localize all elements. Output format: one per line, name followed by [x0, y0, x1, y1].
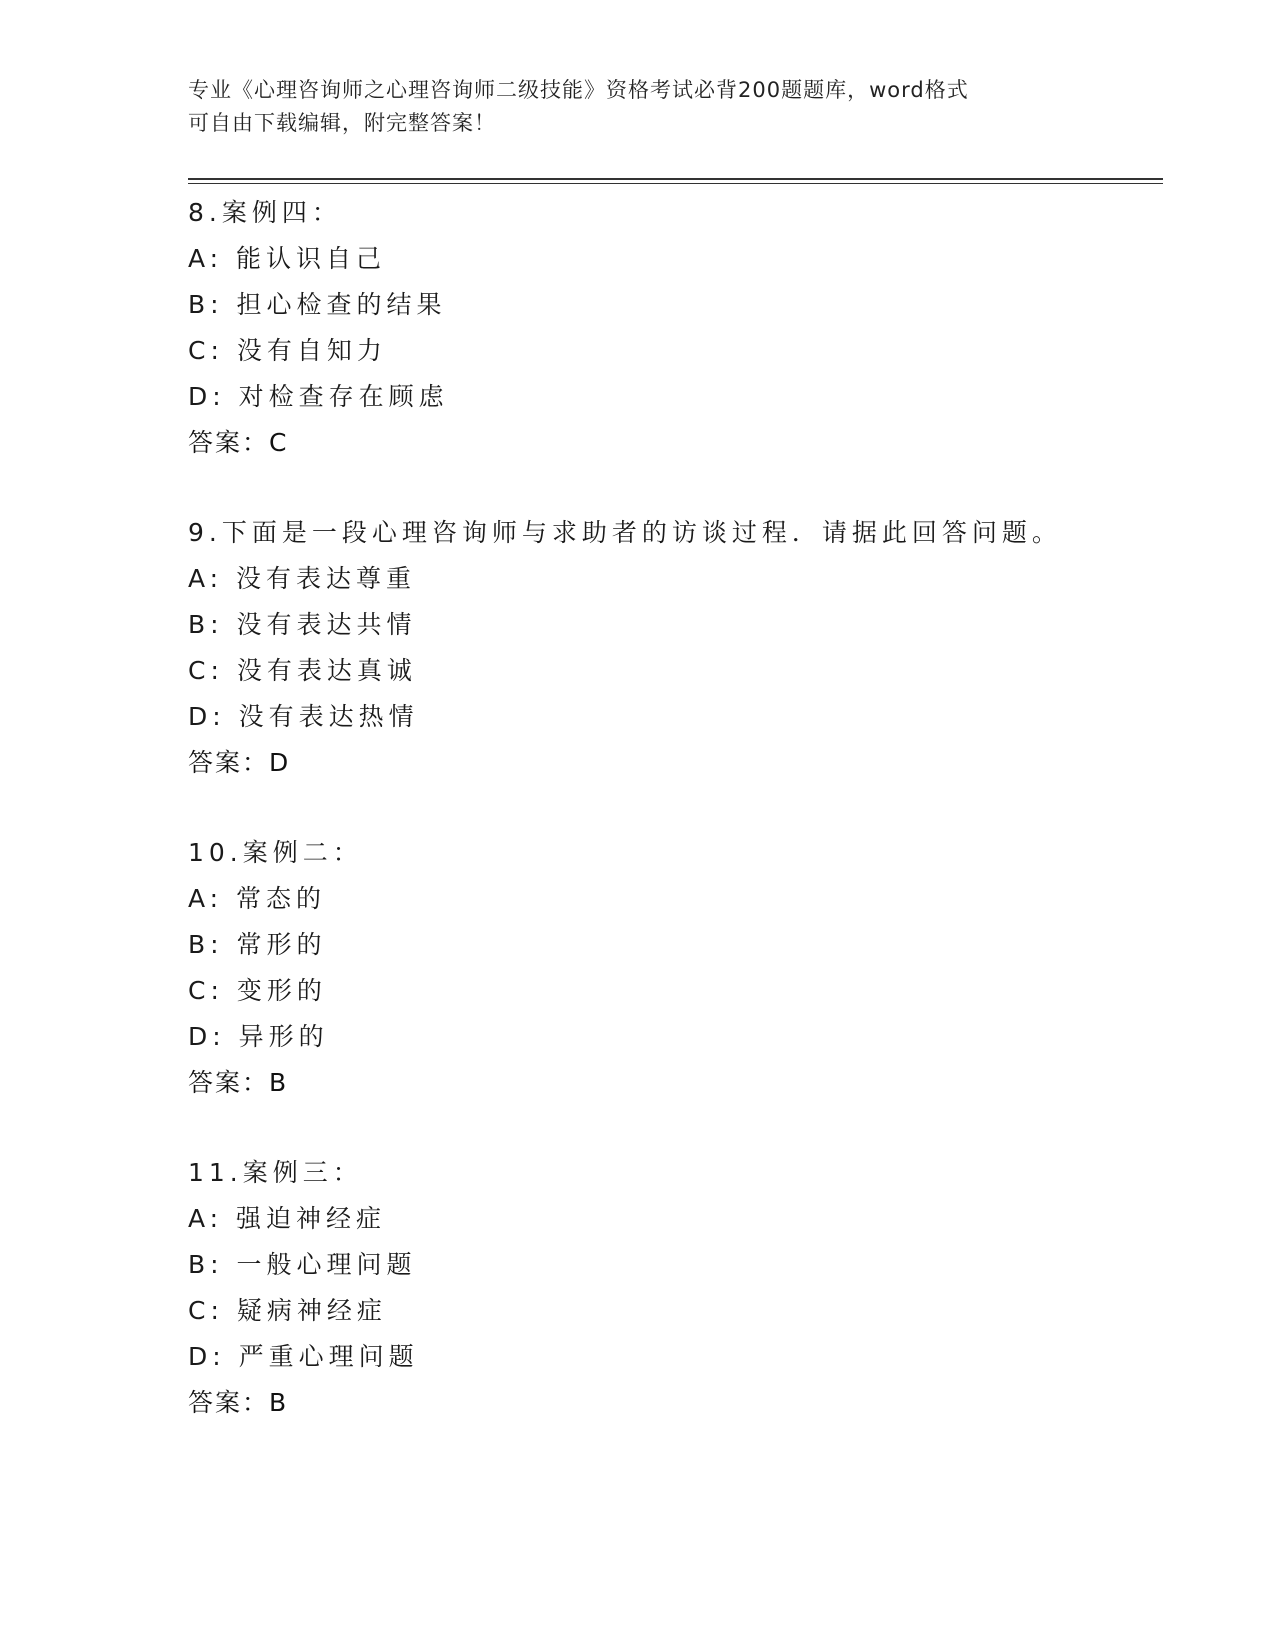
question-item	[188, 830, 1163, 1106]
option-a: A: 没有表达尊重	[188, 564, 417, 593]
option-d: D: 异形的	[188, 1022, 329, 1051]
answer-label: 答案：	[188, 748, 270, 777]
option-b: B: 常形的	[188, 930, 327, 959]
option-c: C: 没有自知力	[188, 336, 387, 365]
answer-label: 答案：	[188, 1388, 270, 1417]
document-header	[188, 74, 1068, 140]
question-item	[188, 1150, 1163, 1426]
option-c: C: 疑病神经症	[188, 1296, 387, 1325]
question-list	[188, 190, 1163, 1470]
answer-label: 答案：	[188, 1068, 270, 1097]
option-a: A: 强迫神经症	[188, 1204, 387, 1233]
option-c: C: 变形的	[188, 976, 327, 1005]
question-stem: 9.下面是一段心理咨询师与求助者的访谈过程．请据此回答问题。	[188, 518, 1062, 547]
option-d: D: 没有表达热情	[188, 702, 419, 731]
header-title-line-1: 专业《心理咨询师之心理咨询师二级技能》资格考试必背200题题库，word格式	[188, 78, 969, 102]
option-a: A: 能认识自己	[188, 244, 387, 273]
option-b: B: 一般心理问题	[188, 1250, 417, 1279]
answer-row	[188, 420, 1163, 466]
answer-row	[188, 740, 1163, 786]
question-item	[188, 510, 1163, 786]
option-b: B: 担心检查的结果	[188, 290, 447, 319]
header-title-line-2: 可自由下载编辑，附完整答案！	[188, 111, 496, 135]
question-stem: 10.案例二：	[188, 838, 363, 867]
answer-label: 答案：	[188, 428, 270, 457]
answer-row	[188, 1380, 1163, 1426]
answer-value: C	[269, 428, 287, 457]
header-divider	[188, 178, 1163, 184]
answer-value: D	[269, 748, 289, 777]
question-stem: 11.案例三：	[188, 1158, 363, 1187]
question-item	[188, 190, 1163, 466]
answer-value: B	[269, 1388, 287, 1417]
option-b: B: 没有表达共情	[188, 610, 417, 639]
option-d: D: 严重心理问题	[188, 1342, 419, 1371]
option-a: A: 常态的	[188, 884, 327, 913]
question-stem: 8.案例四：	[188, 198, 342, 227]
answer-value: B	[269, 1068, 287, 1097]
option-c: C: 没有表达真诚	[188, 656, 417, 685]
answer-row	[188, 1060, 1163, 1106]
option-d: D: 对检查存在顾虑	[188, 382, 449, 411]
